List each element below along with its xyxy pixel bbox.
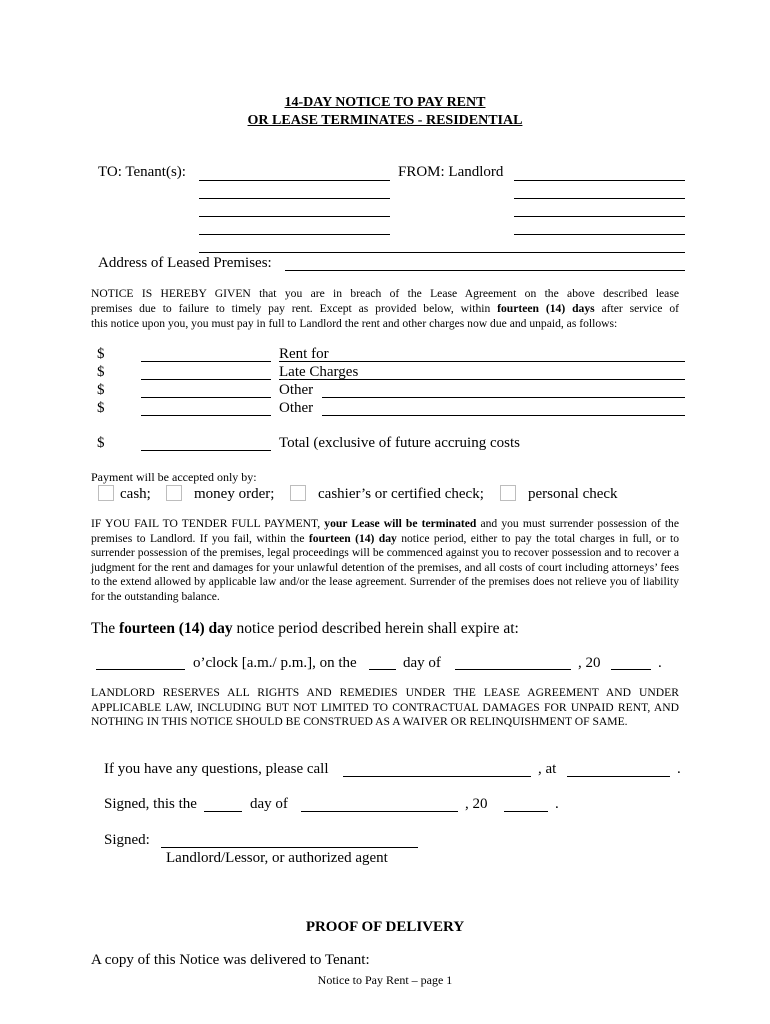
fail-part-1: IF YOU FAIL TO TENDER FULL PAYMENT, (91, 517, 325, 530)
tenant-line-4[interactable] (199, 234, 390, 235)
payment-label: Payment will be accepted only by: (91, 470, 257, 484)
notice-line-1: NOTICE IS HEREBY GIVEN that you are in breach of the Lease Agreement on the above described lease (91, 287, 679, 300)
signed-label: Signed: (104, 832, 150, 848)
signed-year-blank[interactable] (504, 811, 548, 812)
checkbox-cash[interactable] (98, 485, 114, 501)
dollar-sign: $ (97, 400, 105, 416)
document-title-line-1: 14-DAY NOTICE TO PAY RENT (284, 95, 486, 110)
expire-prefix: The (91, 620, 119, 637)
year-blank[interactable] (611, 669, 651, 670)
questions-period: . (677, 761, 681, 777)
fail-bold-1: your Lease will be terminated (324, 517, 477, 530)
charge-desc-line-rent[interactable] (279, 361, 685, 362)
amount-line-rent[interactable] (141, 361, 271, 362)
questions-label: If you have any questions, please call (104, 761, 329, 777)
charge-label-other-1: Other (279, 382, 314, 398)
address-line[interactable] (285, 270, 685, 271)
notice-line-2 (91, 302, 679, 317)
oclock-label: o’clock [a.m./ p.m.], on the (193, 655, 357, 671)
tenant-line-3[interactable] (199, 216, 390, 217)
fail-part-3: notice period, either to pay the total charges in full, or to surrender possession of the premises, legal proceedings will be commenced against you to recover possession and to recover a judgment for the rent and damages for your unlawful detention of the premises, and all costs of court including attorneys’ fees to the extend allowed by applicable law and/or the lease agreement. Surrender of the premises does not relieve you of liability for the outstanding balance. (91, 531, 679, 603)
questions-at: , at (538, 761, 557, 777)
checkbox-personal-check[interactable] (500, 485, 516, 501)
fail-part-2: and you must surrender possession of the premises to Landlord. If you fail, within the (91, 517, 680, 545)
signed-month-blank[interactable] (301, 811, 458, 812)
day-of-label: day of (403, 655, 441, 671)
landlord-line-2[interactable] (514, 198, 685, 199)
charge-label-rent: Rent for (279, 346, 329, 362)
charge-desc-line-late[interactable] (279, 379, 685, 380)
day-blank[interactable] (369, 669, 396, 670)
signed-period: . (555, 796, 559, 812)
notice-line-2-b: after service of (594, 302, 679, 315)
dollar-sign: $ (97, 346, 105, 362)
payment-option-money-order: money order; (194, 486, 275, 502)
payment-option-cash: cash; (120, 486, 151, 502)
fail-bold-2: fourteen (14) day (308, 531, 397, 545)
checkbox-money-order[interactable] (166, 485, 182, 501)
expire-suffix: notice period described herein shall expire at: (232, 620, 519, 637)
payment-option-cashiers-check: cashier’s or certified check; (318, 486, 484, 502)
dollar-sign: $ (97, 435, 105, 451)
page-footer: Notice to Pay Rent – page 1 (317, 973, 453, 987)
dollar-sign: $ (97, 382, 105, 398)
expire-bold: fourteen (14) day (118, 620, 233, 637)
checkbox-cashiers-check[interactable] (290, 485, 306, 501)
address-label: Address of Leased Premises: (98, 255, 272, 271)
landlord-line-1[interactable] (514, 180, 685, 181)
charge-label-other-2: Other (279, 400, 314, 416)
amount-line-other-2[interactable] (141, 415, 271, 416)
fail-paragraph (91, 517, 679, 605)
signature-line[interactable] (161, 847, 418, 848)
amount-line-total[interactable] (141, 450, 271, 451)
year-prefix: , 20 (578, 655, 601, 671)
document-title-line-2: OR LEASE TERMINATES - RESIDENTIAL (247, 113, 523, 128)
landlord-line-4[interactable] (514, 234, 685, 235)
dollar-sign: $ (97, 364, 105, 380)
total-label: Total (exclusive of future accruing costs (279, 435, 520, 451)
parties-extra-line[interactable] (199, 252, 685, 253)
signature-caption: Landlord/Lessor, or authorized agent (166, 850, 388, 866)
address-blank[interactable] (567, 776, 670, 777)
month-blank[interactable] (455, 669, 571, 670)
payment-option-personal-check: personal check (528, 486, 618, 502)
amount-line-other-1[interactable] (141, 397, 271, 398)
from-landlord-label: FROM: Landlord (398, 164, 504, 180)
to-tenant-label: TO: Tenant(s): (98, 164, 186, 180)
phone-blank[interactable] (343, 776, 531, 777)
tenant-line-1[interactable] (199, 180, 390, 181)
signed-this-label: Signed, this the (104, 796, 197, 812)
expire-sentence (91, 620, 519, 638)
signed-day-of-label: day of (250, 796, 288, 812)
reserve-paragraph: LANDLORD RESERVES ALL RIGHTS AND REMEDIES UNDER THE LEASE AGREEMENT AND UNDER APPLICABLE LAW, INCLUDING BUT NOT LIMITED TO CONTRACTUAL DAMAGES FOR UNPAID RENT, AND NOTHING IN THIS NOTICE SHOULD BE CONSTRUED AS A WAIVER OR RELINQUISHMENT OF SAME. (91, 686, 679, 729)
proof-text: A copy of this Notice was delivered to Tenant: (91, 952, 370, 968)
notice-line-2-bold: fourteen (14) days (497, 302, 595, 315)
signed-year-prefix: , 20 (465, 796, 488, 812)
landlord-line-3[interactable] (514, 216, 685, 217)
time-blank[interactable] (96, 669, 185, 670)
notice-line-2-a: premises due to failure to timely pay rent. Except as provided below, within (91, 302, 498, 315)
amount-line-late[interactable] (141, 379, 271, 380)
charge-desc-line-other-2[interactable] (322, 415, 685, 416)
tenant-line-2[interactable] (199, 198, 390, 199)
notice-line-3: this notice upon you, you must pay in full to Landlord the rent and other charges now due and unpaid, as follows: (91, 317, 618, 330)
charge-label-late: Late Charges (279, 364, 359, 380)
charge-desc-line-other-1[interactable] (322, 397, 685, 398)
expire-period: . (658, 655, 662, 671)
signed-day-blank[interactable] (204, 811, 242, 812)
proof-heading: PROOF OF DELIVERY (305, 919, 465, 935)
